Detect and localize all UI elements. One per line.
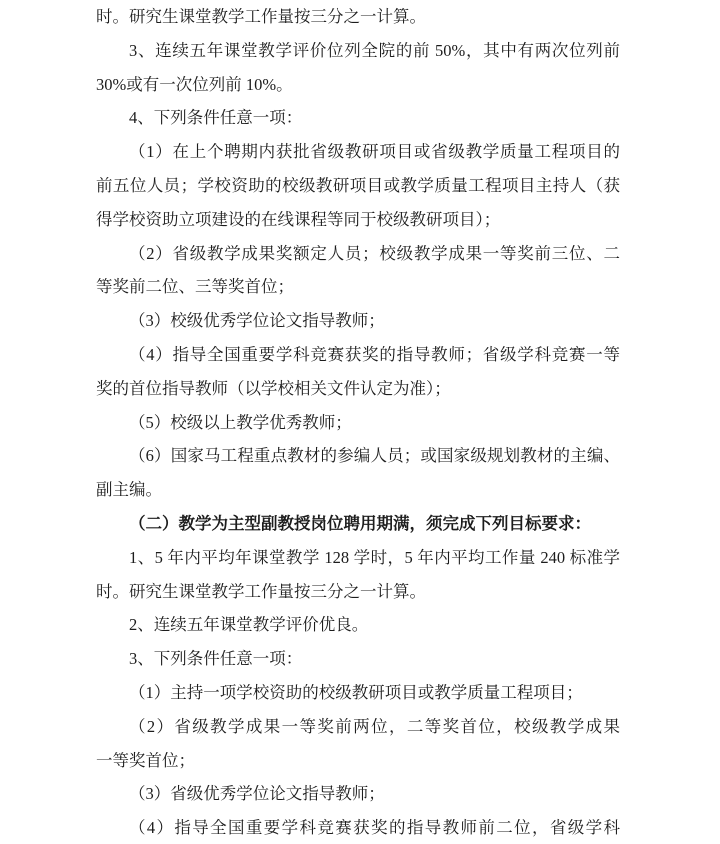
text-line: 得学校资助立项建设的在线课程等同于校级教研项目）； [96,209,501,229]
text-line: 等奖前二位、三等奖首位； [96,277,294,297]
text-block [96,0,620,844]
text-line: （3）校级优秀学位论文指导教师； [129,311,385,331]
text-line: 3、连续五年课堂教学评价位列全院的前 50%，其中有两次位列前 [129,40,620,60]
text-line: 奖的首位指导教师（以学校相关文件认定为准）； [96,378,451,398]
text-line: （5）校级以上教学优秀教师； [129,412,352,432]
text-line: （4）指导全国重要学科竞赛获奖的指导教师前二位，省级学科 [129,818,620,838]
section-heading: （二）教学为主型副教授岗位聘用期满，须完成下列目标要求： [129,513,591,533]
text-line: 4、下列条件任意一项： [129,108,303,128]
text-line: 3、下列条件任意一项： [129,649,303,669]
text-line: 1、5 年内平均年课堂教学 128 学时，5 年内平均工作量 240 标准学 [129,547,620,567]
text-line: 副主编。 [96,480,162,500]
text-line: （1）主持一项学校资助的校级教研项目或教学质量工程项目； [129,682,583,702]
text-line: 时。研究生课堂教学工作量按三分之一计算。 [96,581,426,601]
text-line: （6）国家马工程重点教材的参编人员；或国家级规划教材的主编、 [129,446,620,466]
text-line: 前五位人员；学校资助的校级教研项目或教学质量工程项目主持人（获 [96,175,620,195]
text-line: （3）省级优秀学位论文指导教师； [129,784,385,804]
text-line: 时。研究生课堂教学工作量按三分之一计算。 [96,7,426,26]
text-line: （1）在上个聘期内获批省级教研项目或省级教学质量工程项目的 [129,142,620,162]
text-line: 2、连续五年课堂教学评价优良。 [129,615,369,635]
text-line: 30%或有一次位列前 10%。 [96,74,293,94]
text-line: （2）省级教学成果一等奖前两位，二等奖首位，校级教学成果 [129,716,620,736]
text-line: （4）指导全国重要学科竞赛获奖的指导教师；省级学科竞赛一等 [129,344,620,364]
text-line: 一等奖首位； [96,750,195,770]
text-line: （2）省级教学成果奖额定人员；校级教学成果一等奖前三位、二 [129,243,620,263]
